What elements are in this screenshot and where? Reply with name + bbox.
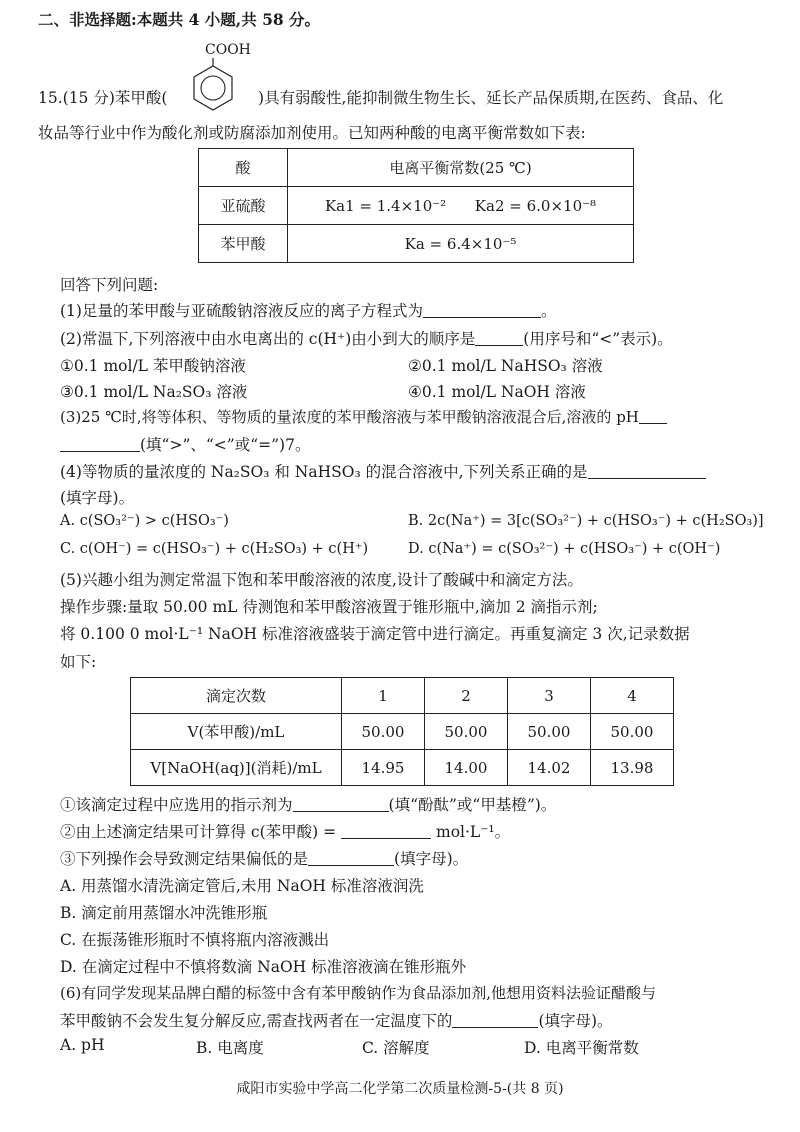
option-item: A. 用蒸馏水清洗滴定管后,未用 NaOH 标准溶液润洗: [60, 877, 424, 895]
sub-question-1: [60, 793, 556, 815]
answer-blank[interactable]: [293, 796, 389, 813]
q15-intro-line2: 妆品等行业中作为酸化剂或防腐添加剂使用。已知两种酸的电离平衡常数如下表:: [38, 124, 586, 142]
table-cell: V(苯甲酸)/mL: [131, 714, 342, 750]
answer-blank[interactable]: [60, 436, 140, 453]
part-6-prompt: 苯甲酸钠不会发生复分解反应,需查找两者在一定温度下的: [60, 1012, 453, 1030]
part-3-prompt: (3)25 ℃时,将等体积、等物质的量浓度的苯甲酸溶液与苯甲酸钠溶液混合后,溶液的 pH: [60, 408, 639, 426]
sub-question-1-end: (填“酚酞”或“甲基橙”)。: [388, 796, 557, 814]
table-cell: 14.02: [508, 750, 591, 786]
option-item: B. 电离度: [196, 1039, 264, 1057]
table-cell: 50.00: [425, 714, 508, 750]
table-cell: 14.00: [425, 750, 508, 786]
part-3-text: [60, 406, 667, 427]
table-cell-constant: Ka1 = 1.4×10⁻² Ka2 = 6.0×10⁻⁸: [288, 187, 634, 225]
option-item: B. 滴定前用蒸馏水冲洗锥形瓶: [60, 904, 268, 922]
table-header-acid: 酸: [199, 149, 288, 187]
q15-intro-rest: )具有弱酸性,能抑制微生物生长、延长产品保质期,在医药、食品、化: [258, 89, 724, 107]
part-6-text: (6)有同学发现某品牌白醋的标签中含有苯甲酸钠作为食品添加剂,他想用资料法验证醋酸与: [60, 984, 657, 1002]
option-item: D. 在滴定过程中不慎将数滴 NaOH 标准溶液滴在锥形瓶外: [60, 958, 467, 976]
part-5-procedure-line3: 如下:: [60, 653, 97, 671]
answer-blank[interactable]: [341, 823, 431, 840]
part-3-line2: [60, 433, 310, 455]
answer-blank[interactable]: [308, 850, 394, 867]
answer-blank[interactable]: [452, 1012, 538, 1029]
table-header: 3: [508, 678, 591, 714]
table-cell: 14.95: [342, 750, 425, 786]
answer-blank[interactable]: [475, 330, 523, 347]
option-item: C. 溶解度: [362, 1039, 430, 1057]
table-cell-acid: 亚硫酸: [199, 187, 288, 225]
part-2-text: [60, 327, 673, 349]
part-1-end: 。: [540, 302, 557, 320]
table-header-constant: 电离平衡常数(25 ℃): [288, 149, 634, 187]
option-item: ②0.1 mol/L NaHSO₃ 溶液: [408, 357, 603, 375]
option-item: C. c(OH⁻) = c(HSO₃⁻) + c(H₂SO₃) + c(H⁺): [60, 541, 369, 557]
sub-question-2-prompt: ②由上述滴定结果可计算得 c(苯甲酸) =: [60, 823, 337, 841]
part-4-text: [60, 460, 706, 482]
part-3-end: (填“>”、“<”或“=”)7。: [140, 436, 311, 454]
table-header: 滴定次数: [131, 678, 342, 714]
option-item: ④0.1 mol/L NaOH 溶液: [408, 383, 586, 401]
table-header: 2: [425, 678, 508, 714]
table-cell-acid: 苯甲酸: [199, 225, 288, 263]
table-header: 4: [591, 678, 674, 714]
page-footer: 咸阳市实验中学高二化学第二次质量检测-5-(共 8 页): [236, 1081, 564, 1097]
part-2-prompt: (2)常温下,下列溶液中由水电离出的 c(H⁺)由小到大的顺序是: [60, 330, 476, 348]
part-2-end: (用序号和“<”表示)。: [523, 330, 673, 348]
part-1-text: [60, 299, 556, 321]
titration-data-table: [130, 677, 674, 786]
part-1-prompt: (1)足量的苯甲酸与亚硫酸钠溶液反应的离子方程式为: [60, 302, 423, 320]
part-5-procedure-line2: 将 0.100 0 mol·L⁻¹ NaOH 标准溶液盛装于滴定管中进行滴定。再重复滴定 3 次,记录数据: [60, 625, 690, 643]
sub-question-1-prompt: ①该滴定过程中应选用的指示剂为: [60, 796, 293, 814]
section-title: 二、非选择题:本题共 4 小题,共 58 分。: [38, 10, 321, 29]
ionization-constant-table: [198, 148, 634, 263]
table-cell: 13.98: [591, 750, 674, 786]
option-item: ③0.1 mol/L Na₂SO₃ 溶液: [60, 383, 248, 401]
part-5-procedure-line1: 操作步骤:量取 50.00 mL 待测饱和苯甲酸溶液置于锥形瓶中,滴加 2 滴指示剂;: [60, 598, 598, 616]
benzene-ring-icon: [188, 58, 238, 116]
table-header: 1: [342, 678, 425, 714]
answer-blank[interactable]: [588, 463, 706, 480]
answer-blank[interactable]: [639, 408, 667, 424]
table-cell-constant: Ka = 6.4×10⁻⁵: [288, 225, 634, 263]
table-cell: 50.00: [591, 714, 674, 750]
answer-blank[interactable]: [423, 302, 541, 319]
sub-question-3-prompt: ③下列操作会导致测定结果偏低的是: [60, 850, 309, 868]
option-item: A. pH: [60, 1036, 105, 1054]
part-6-line2: [60, 1009, 613, 1031]
sub-question-3: [60, 847, 468, 869]
sub-question-3-end: (填字母)。: [394, 850, 469, 868]
option-item: D. c(Na⁺) = c(SO₃²⁻) + c(HSO₃⁻) + c(OH⁻): [408, 541, 721, 557]
table-cell: V[NaOH(aq)](消耗)/mL: [131, 750, 342, 786]
option-item: ①0.1 mol/L 苯甲酸钠溶液: [60, 357, 246, 375]
part-5-text: (5)兴趣小组为测定常温下饱和苯甲酸溶液的浓度,设计了酸碱中和滴定方法。: [60, 571, 583, 589]
answer-intro: 回答下列问题:: [60, 276, 159, 294]
part-4-end: (填字母)。: [60, 489, 135, 507]
q15-intro-start: 15.(15 分)苯甲酸(: [38, 89, 168, 107]
table-cell: 50.00: [508, 714, 591, 750]
part-4-prompt: (4)等物质的量浓度的 Na₂SO₃ 和 NaHSO₃ 的混合溶液中,下列关系正确的是: [60, 463, 588, 481]
sub-question-2: [60, 820, 510, 842]
option-item: B. 2c(Na⁺) = 3[c(SO₃²⁻) + c(HSO₃⁻) + c(H₂SO₃)]: [408, 513, 764, 529]
sub-question-2-end: mol·L⁻¹。: [436, 823, 511, 841]
option-item: C. 在振荡锥形瓶时不慎将瓶内溶液溅出: [60, 931, 330, 949]
table-cell: 50.00: [342, 714, 425, 750]
part-6-end: (填字母)。: [538, 1012, 613, 1030]
cooh-label: COOH: [205, 42, 251, 58]
option-item: A. c(SO₃²⁻) > c(HSO₃⁻): [60, 513, 229, 529]
option-item: D. 电离平衡常数: [524, 1039, 639, 1057]
